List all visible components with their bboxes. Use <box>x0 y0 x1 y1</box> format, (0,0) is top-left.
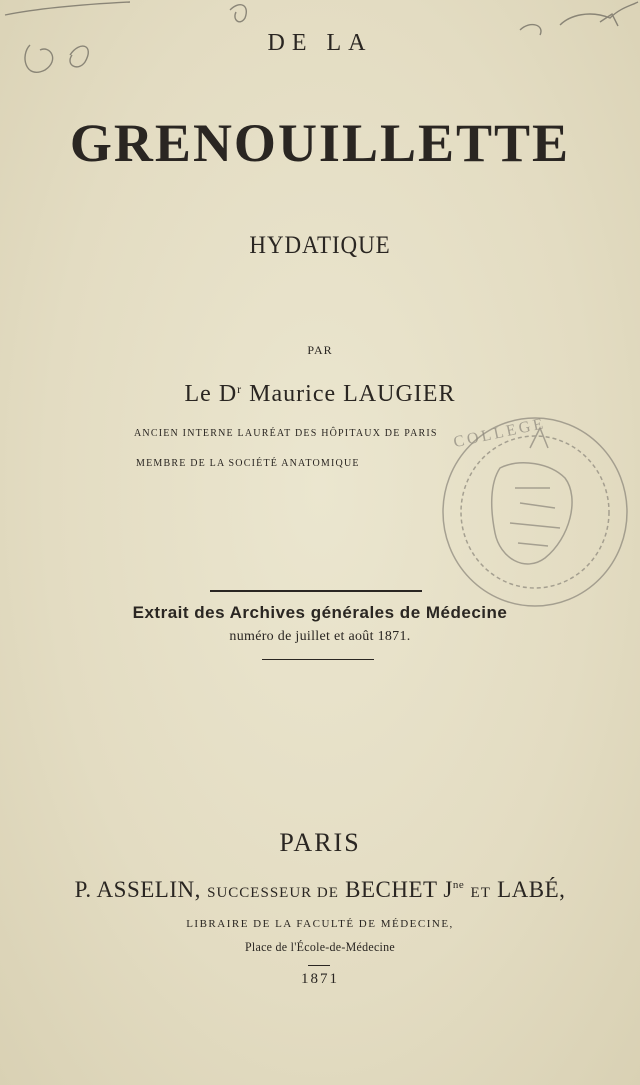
publisher-et: ET <box>470 885 491 901</box>
author-title: Le D <box>184 381 238 407</box>
imprint-bookseller: LIBRAIRE DE LA FACULTÉ DE MÉDECINE, <box>186 918 454 930</box>
author-last-name: LAUGIER <box>343 381 456 407</box>
extract-title: Extrait des Archives générales de Médecine <box>132 603 508 622</box>
divider <box>308 965 330 966</box>
imprint-address: Place de l'École-de-Médecine <box>244 939 396 954</box>
publisher-name-c: LABÉ, <box>497 877 566 902</box>
stamp-text: COLLEGE <box>452 415 548 452</box>
page-title: GRENOUILLETTE <box>69 113 571 173</box>
library-stamp <box>430 408 640 616</box>
divider <box>210 590 422 592</box>
author-name <box>0 381 640 408</box>
author-role-line-1: ANCIEN INTERNE LAURÉAT DES HÔPITAUX DE PARIS <box>134 428 438 439</box>
publisher-jeune-superscript: ne <box>452 879 465 891</box>
imprint-city: PARIS <box>279 828 361 857</box>
page-subtitle: HYDATIQUE <box>249 232 391 259</box>
author-first-name: Maurice <box>249 381 337 407</box>
title-prefix: DE LA <box>267 30 373 56</box>
author-title-superscript: r <box>237 382 243 396</box>
imprint-publisher <box>0 877 640 903</box>
publisher-name-a: P. ASSELIN, <box>74 877 201 902</box>
extract-issue: numéro de juillet et août 1871. <box>229 629 411 644</box>
author-role-line-2: MEMBRE DE LA SOCIÉTÉ ANATOMIQUE <box>136 458 360 469</box>
by-label: PAR <box>307 343 333 357</box>
imprint-year: 1871 <box>301 971 339 987</box>
divider <box>262 659 374 660</box>
publisher-name-b: BECHET J <box>345 877 453 902</box>
publisher-successor: SUCCESSEUR DE <box>207 885 339 901</box>
